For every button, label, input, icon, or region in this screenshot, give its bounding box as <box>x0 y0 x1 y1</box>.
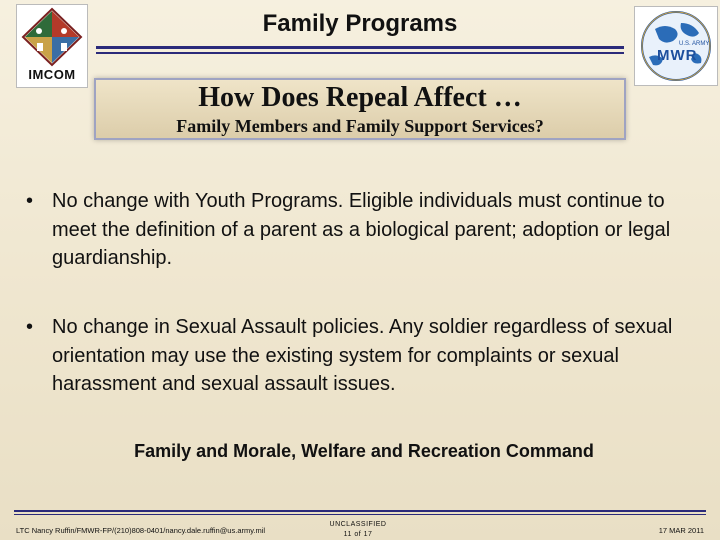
bullet-marker: • <box>26 190 34 212</box>
bullet-text: No change with Youth Programs. Eligible individuals must continue to meet the definition of a parent as a biological parent; adoption or legal guardianship. <box>52 190 671 269</box>
slide-title: How Does Repeal Affect … <box>198 82 522 113</box>
footer-page-number: 11 of 17 <box>343 531 373 538</box>
footer-classification-block <box>318 520 398 540</box>
header-rule <box>96 46 624 49</box>
imcom-logo-text: IMCOM <box>28 67 76 82</box>
footer-rule <box>14 510 706 512</box>
page-title: Family Programs <box>262 10 458 37</box>
mwr-logo-small-text: U.S. ARMY <box>679 41 710 47</box>
bullet-marker: • <box>26 316 34 338</box>
organization-name: Family and Morale, Welfare and Recreation Command <box>134 441 594 461</box>
footer-contact: LTC Nancy Ruffin/FMWR-FP/(210)808-0401/nancy.dale.ruffin@us.army.mil <box>16 526 266 535</box>
header-rule <box>96 52 624 54</box>
footer-rule <box>14 514 706 515</box>
bullet-text: No change in Sexual Assault policies. Any soldier regardless of sexual orientation may use the existing system for complaints or sexual harassment and sexual assault issues. <box>52 316 673 395</box>
footer-date: 17 MAR 2011 <box>658 526 704 535</box>
mwr-logo-text: MWR <box>657 47 698 64</box>
slide-title-box <box>94 78 626 140</box>
footer-classification: UNCLASSIFIED <box>329 521 387 528</box>
mwr-logo <box>634 6 718 86</box>
slide-subtitle: Family Members and Family Support Services? <box>176 116 544 136</box>
